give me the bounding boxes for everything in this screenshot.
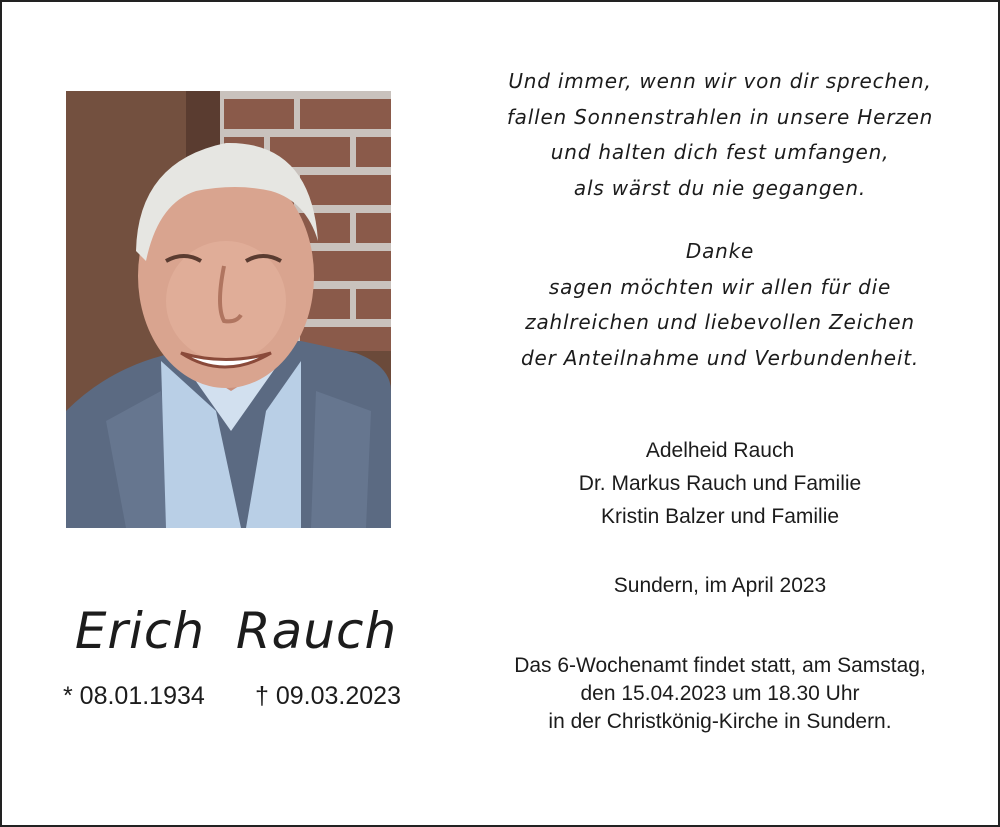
poem [470, 64, 970, 376]
poem-line: Und immer, wenn wir von dir sprechen, [508, 69, 932, 93]
family-member: Dr. Markus Rauch und Familie [578, 472, 862, 495]
portrait-illustration [66, 91, 391, 528]
family-signatures [470, 434, 970, 533]
family-member: Adelheid Rauch [645, 439, 795, 462]
death-date: † 09.03.2023 [255, 682, 401, 710]
service-line: den 15.04.2023 um 18.30 Uhr [580, 682, 860, 705]
thanks-line: zahlreichen und liebevollen Zeichen [525, 310, 915, 334]
thanks-line: Danke [685, 239, 755, 263]
poem-line: als wärst du nie gegangen. [573, 175, 867, 200]
deceased-name: Erich Rauch [74, 602, 398, 660]
poem-line: und halten dich fest umfangen, [550, 140, 890, 164]
service-notice [470, 652, 970, 736]
poem-line: fallen Sonnenstrahlen in unsere Herzen [506, 104, 934, 129]
portrait-photo [66, 91, 391, 528]
service-line: Das 6-Wochenamt findet statt, am Samstag, [514, 654, 926, 677]
place-date: Sundern, im April 2023 [613, 574, 827, 597]
service-line: in der Christkönig-Kirche in Sundern. [548, 710, 892, 733]
thanks-line: sagen möchten wir allen für die [548, 274, 892, 299]
stanza-gap [470, 206, 970, 234]
family-member: Kristin Balzer und Familie [600, 505, 840, 528]
birth-date: * 08.01.1934 [63, 682, 205, 710]
thanks-line: der Anteilnahme und Verbundenheit. [520, 345, 920, 370]
